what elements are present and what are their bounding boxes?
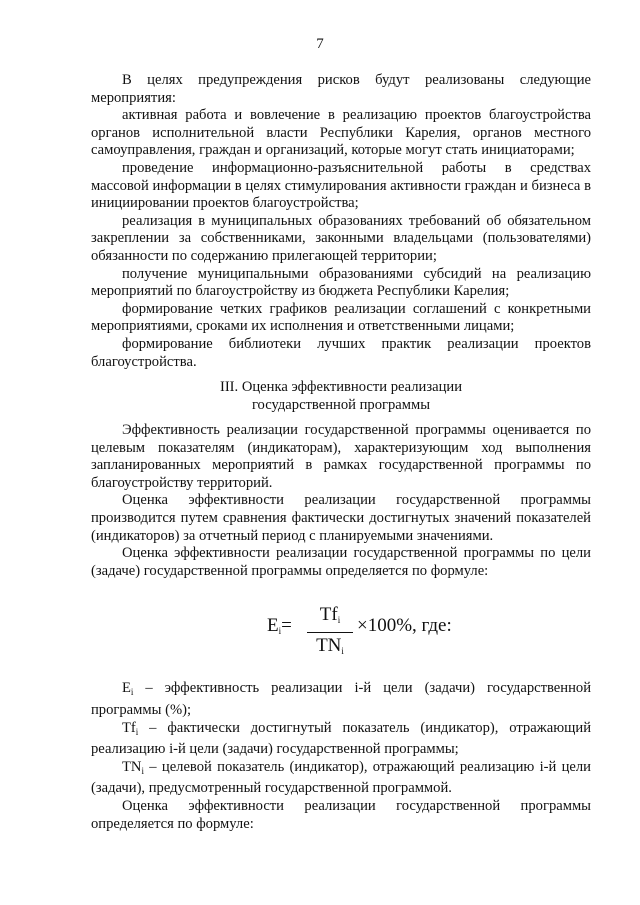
paragraph-measure-6: формирование библиотеки лучших практик реализации проектов благоустройства. [91, 335, 591, 370]
formula-lhs: $E_i=$ [267, 615, 292, 637]
paragraph-efficiency-3: Оценка эффективности реализации государственной программы по цели (задаче) государственной программы определяется по формуле: [91, 545, 591, 579]
definition-tfi: $Tf_i$ – фактически достигнутый показатель (индикатор), отражающий реализацию i-й цели (задачи) государственной программы; [91, 719, 591, 758]
paragraph-intro: В целях предупреждения рисков будут реализованы следующие мероприятия: [91, 72, 591, 106]
formula [91, 604, 591, 657]
paragraph-measure-1: активная работа и вовлечение в реализацию проектов благоустройства органов исполнительной власти Республики Карелия, органов местного самоуправления, граждан и организаций, которые могут стать инициаторами; [91, 107, 591, 159]
paragraph-measure-2: проведение информационно-разъяснительной работы в средствах массовой информации в целях стимулирования активности граждан и бизнеса в инициировании проектов благоустройства; [91, 159, 591, 212]
paragraph-overall-efficiency: Оценка эффективности реализации государственной программы определяется по формуле: [91, 798, 591, 832]
formula-denominator: $TN_i$ [316, 635, 344, 657]
formula-fraction [307, 604, 353, 662]
definition-tni: $TN_i$ – целевой показатель (индикатор), отражающий реализацию i-й цели (задачи), предусмотренный государственной программой. [91, 758, 591, 797]
definition-ei: $E_i$ – эффективность реализации i-й цели (задачи) государственной программы (%); [91, 680, 591, 719]
section-heading [91, 378, 591, 414]
paragraph-efficiency-2: Оценка эффективности реализации государственной программы производится путем сравнения фактически достигнутых значений показателей (индикаторов) за отчетный период с планируемыми значениями. [91, 492, 591, 544]
fraction-bar [307, 632, 353, 633]
formula-rhs: ×100%, где: [357, 615, 452, 637]
paragraph-measure-4: получение муниципальными образованиями субсидий на реализацию мероприятий по благоустройству из бюджета Республики Карелия; [91, 265, 591, 300]
section-heading-line-2: государственной программы [251, 397, 431, 414]
formula-numerator: $Tf_i$ [319, 604, 341, 626]
document-body [91, 72, 591, 833]
page-number: 7 [316, 36, 324, 52]
paragraph-measure-3: реализация в муниципальных образованиях требований об обязательном закреплении за собственниками, законными владельцами (пользователями) обязанности по содержанию прилегающей территории; [91, 212, 591, 264]
section-heading-line-1: III. Оценка эффективности реализации [219, 379, 463, 396]
paragraph-efficiency-1: Эффективность реализации государственной программы оценивается по целевым показателям (индикаторам), характеризующим ход выполнения запланированных мероприятий в рамках государственной программы по благоустройству территорий. [91, 422, 591, 491]
paragraph-measure-5: формирование четких графиков реализации соглашений с конкретными мероприятиями, сроками их исполнения и ответственными лицами; [91, 300, 591, 335]
